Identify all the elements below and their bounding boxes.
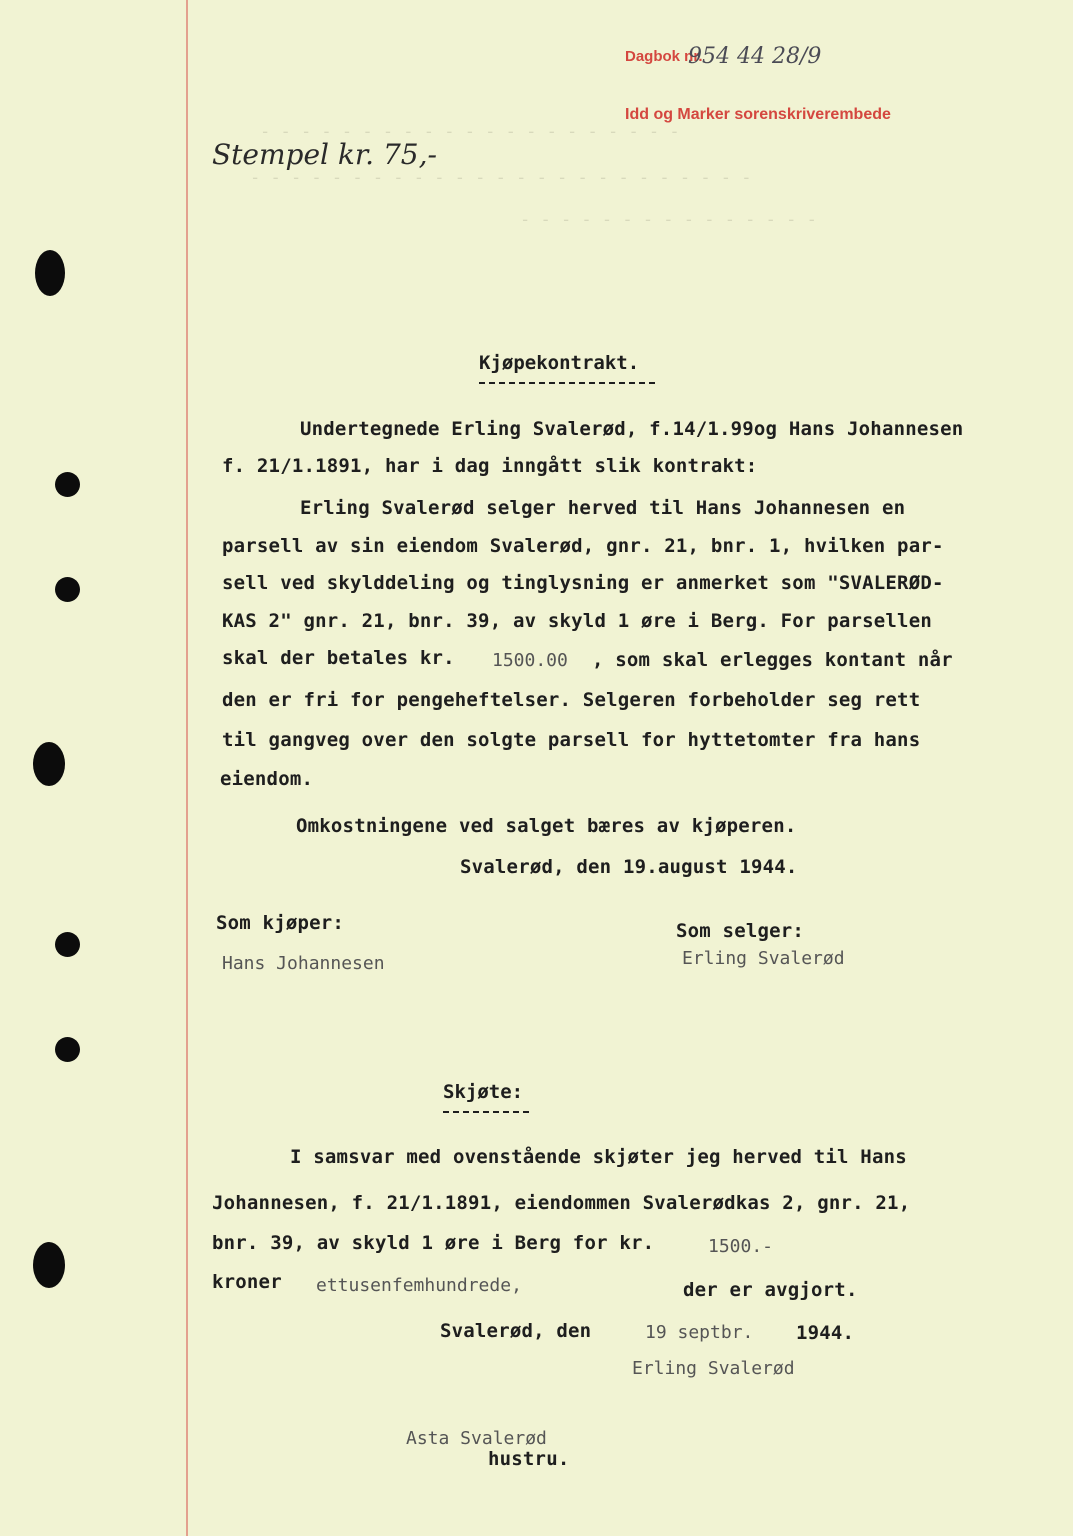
deed-line: bnr. 39, av skyld 1 øre i Berg for kr.	[212, 1232, 655, 1254]
costs-line: Omkostningene ved salget bæres av kjøperen.	[296, 815, 797, 837]
margin-rule	[186, 0, 188, 1536]
contract-line: den er fri for pengeheftelser. Selgeren forbeholder seg rett	[222, 689, 921, 711]
journal-stamp-label: Dagbok nr.	[625, 48, 703, 65]
contract-heading-underline	[479, 382, 655, 384]
deed-heading: Skjøte:	[443, 1081, 524, 1103]
contract-place-date: Svalerød, den 19.august 1944.	[460, 856, 798, 878]
show-through-text: - - - - - - - - - - - - - - - - - - - - -	[260, 122, 680, 142]
contract-line: , som skal erlegges kontant når	[592, 649, 953, 671]
contract-line: sell ved skylddeling og tinglysning er anmerket som "SVALERØD-	[222, 572, 944, 594]
contract-line: til gangveg over den solgte parsell for hyttetomter fra hans	[222, 729, 921, 751]
punch-hole	[35, 250, 65, 296]
deed-year: 1944.	[796, 1322, 855, 1344]
show-through-text: - - - - - - - - - - - - - - -	[520, 210, 817, 230]
contract-price: 1500.00	[492, 650, 568, 671]
stamp-duty-note: Stempel kr. 75,-	[212, 138, 437, 171]
contract-line: skal der betales kr.	[222, 647, 455, 669]
punch-hole	[55, 932, 80, 957]
buyer-label: Som kjøper:	[216, 912, 345, 934]
deed-place: Svalerød, den	[440, 1320, 592, 1342]
deed-line: kroner	[212, 1271, 282, 1293]
deed-date: 19 septbr.	[645, 1322, 754, 1343]
punch-hole	[33, 1242, 65, 1288]
deed-signature: Erling Svalerød	[632, 1358, 795, 1379]
deed-line: I samsvar med ovenstående skjøter jeg herved til Hans	[290, 1146, 907, 1168]
show-through-text: - - - - - - - - - - - - - - - - - - - - - - - - -	[250, 168, 752, 188]
seller-label: Som selger:	[676, 920, 805, 942]
seller-signature: Erling Svalerød	[682, 948, 845, 969]
contract-heading: Kjøpekontrakt.	[479, 352, 640, 374]
deed-line: der er avgjort.	[683, 1279, 858, 1301]
deed-heading-underline	[443, 1111, 529, 1113]
punch-hole	[55, 472, 80, 497]
punch-hole	[55, 577, 80, 602]
contract-line: eiendom.	[220, 768, 314, 790]
wife-signature: Asta Svalerød	[406, 1428, 547, 1449]
contract-line: Erling Svalerød selger herved til Hans Johannesen en	[300, 497, 906, 519]
contract-line: KAS 2" gnr. 21, bnr. 39, av skyld 1 øre i Berg. For parsellen	[222, 610, 932, 632]
deed-line: Johannesen, f. 21/1.1891, eiendommen Svalerødkas 2, gnr. 21,	[212, 1192, 911, 1214]
buyer-signature: Hans Johannesen	[222, 953, 385, 974]
contract-line: parsell av sin eiendom Svalerød, gnr. 21, bnr. 1, hvilken par-	[222, 535, 944, 557]
journal-stamp-handwritten: 954 44 28/9	[688, 44, 822, 69]
wife-label: hustru.	[488, 1448, 570, 1470]
journal-stamp-office: Idd og Marker sorenskriverembede	[625, 106, 891, 123]
punch-hole	[33, 742, 65, 786]
deed-amount-words: ettusenfemhundrede,	[316, 1275, 522, 1296]
contract-line: Undertegnede Erling Svalerød, f.14/1.99og Hans Johannesen	[300, 418, 964, 440]
contract-line: f. 21/1.1891, har i dag inngått slik kontrakt:	[222, 455, 758, 477]
punch-hole	[55, 1037, 80, 1062]
deed-amount: 1500.-	[708, 1236, 774, 1257]
